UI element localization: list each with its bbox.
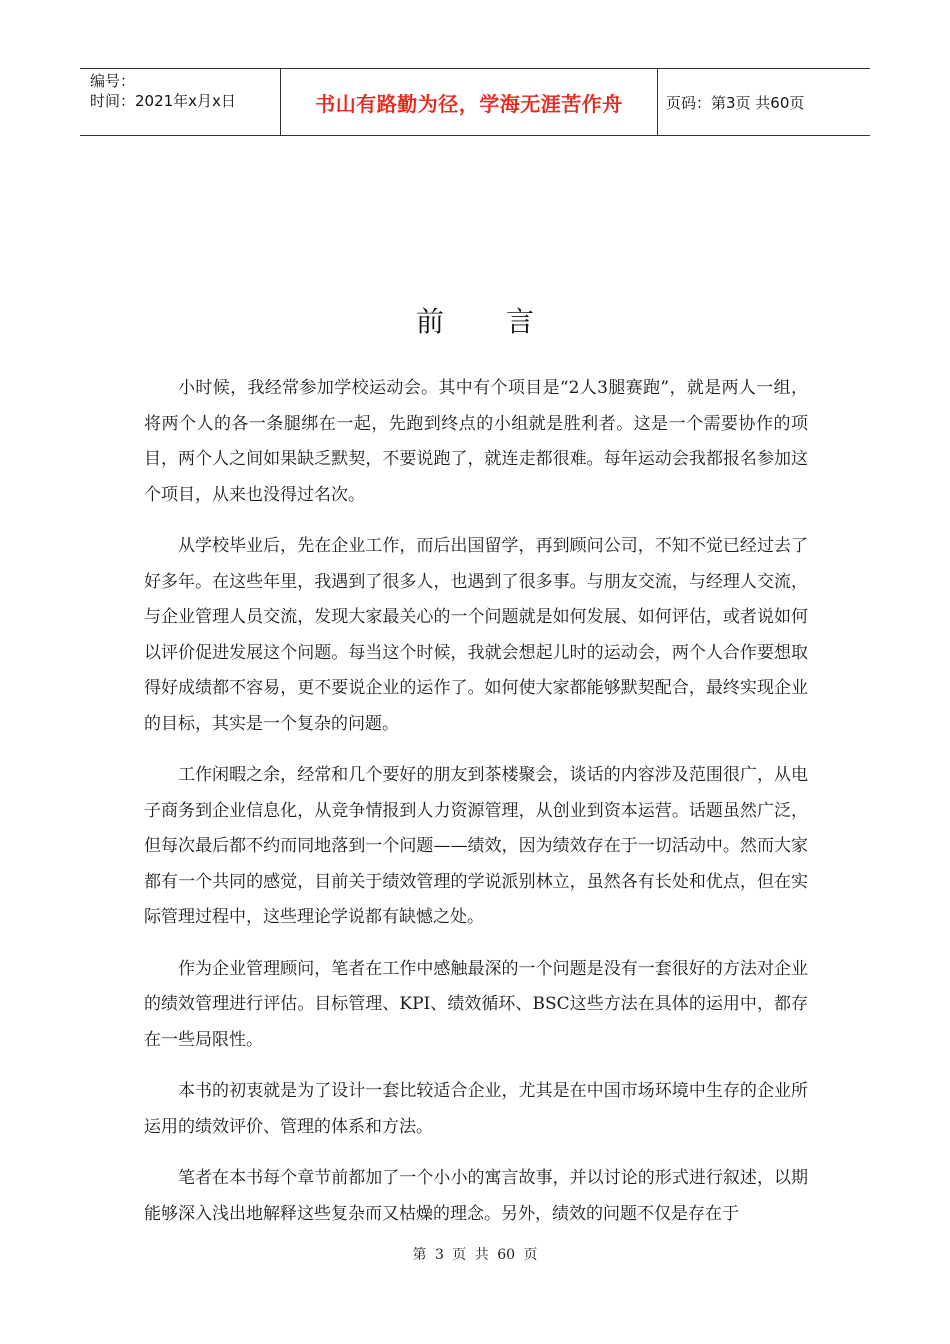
page-footer: 第 3 页 共 60 页 <box>412 1247 538 1263</box>
paragraph-6: 笔者在本书每个章节前都加了一个小小的寓言故事，并以讨论的形式进行叙述，以期能够深入浅出地解释这些复杂而又枯燥的理念。另外，绩效的问题不仅是存在于 <box>144 1168 808 1224</box>
paragraph-4: 作为企业管理顾问，笔者在工作中感触最深的一个问题是没有一套很好的方法对企业的绩效管理进行评估。目标管理、KPI、绩效循环、BSC这些方法在具体的运用中，都存在一些局限性。 <box>144 958 808 1050</box>
page-title: 前言 <box>415 305 596 338</box>
header-motto: 书山有路勤为径，学海无涯苦作舟 <box>281 69 658 135</box>
preface-body <box>144 371 808 1248</box>
paragraph-3: 工作闲暇之余，经常和几个要好的朋友到茶楼聚会，谈话的内容涉及范围很广，从电子商务到企业信息化，从竞争情报到人力资源管理，从创业到资本运营。话题虽然广泛，但每次最后都不约而同地落到一个问题——绩效，因为绩效存在于一切活动中。然而大家都有一个共同的感觉，目前关于绩效管理的学说派别林立，虽然各有长处和优点，但在实际管理过程中，这些理论学说都有缺憾之处。 <box>144 765 808 927</box>
paragraph-1: 小时候，我经常参加学校运动会。其中有个项目是“2人3腿赛跑”，就是两人一组，将两个人的各一条腿绑在一起，先跑到终点的小组就是胜利者。这是一个需要协作的项目，两个人之间如果缺乏默契，不要说跑了，就连走都很难。每年运动会我都报名参加这个项目，从来也没得过名次。 <box>144 378 808 505</box>
number-label: 编号： <box>90 72 136 90</box>
paragraph-2: 从学校毕业后，先在企业工作，而后出国留学，再到顾问公司，不知不觉已经过去了好多年。在这些年里，我遇到了很多人，也遇到了很多事。与朋友交流，与经理人交流，与企业管理人员交流，发现大家最关心的一个问题就是如何发展、如何评估，或者说如何以评价促进发展这个问题。每当这个时候，我就会想起儿时的运动会，两个人合作要想取得好成绩都不容易，更不要说企业的运作了。如何使大家都能够默契配合，最终实现企业的目标，其实是一个复杂的问题。 <box>144 536 808 734</box>
paragraph-5: 本书的初衷就是为了设计一套比较适合企业，尤其是在中国市场环境中生存的企业所运用的绩效评价、管理的体系和方法。 <box>144 1081 808 1137</box>
time-label: 时间：2021年x月x日 <box>90 92 236 110</box>
page-header <box>80 68 870 136</box>
header-page-info: 页码：第3页 共60页 <box>666 93 805 112</box>
header-meta <box>80 69 281 135</box>
